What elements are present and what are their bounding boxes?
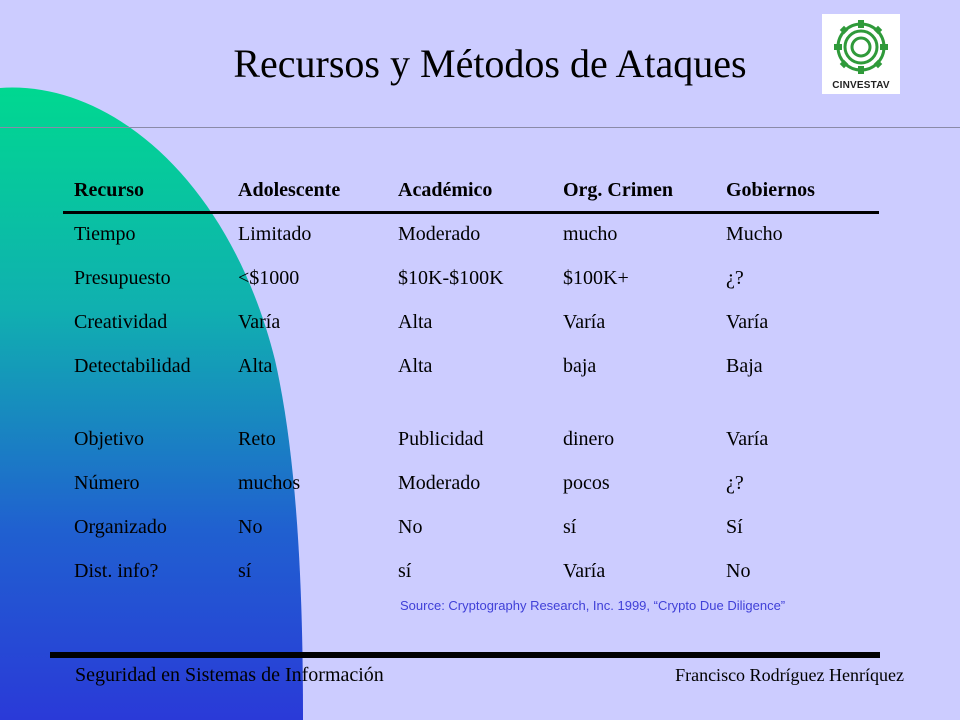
table-cell: Organizado xyxy=(74,516,167,538)
table-cell: Mucho xyxy=(726,223,783,245)
table-cell: Número xyxy=(74,472,140,494)
slide-title: Recursos y Métodos de Ataques xyxy=(233,41,747,86)
cinvestav-logo xyxy=(822,14,900,94)
table-cell: muchos xyxy=(238,472,301,494)
table-cell: Detectabilidad xyxy=(74,355,191,377)
table-cell: Moderado xyxy=(398,472,481,494)
table-cell: sí xyxy=(238,560,252,582)
table-cell: Tiempo xyxy=(74,223,136,245)
table-cell: sí xyxy=(563,516,577,538)
table-cell: sí xyxy=(398,560,412,582)
table-cell: No xyxy=(238,516,263,538)
table-cell: Baja xyxy=(726,355,763,377)
header-cell: Gobiernos xyxy=(726,179,815,201)
table-cell: <$1000 xyxy=(238,267,300,289)
table-cell: $10K-$100K xyxy=(398,267,504,289)
source-citation: Source: Cryptography Research, Inc. 1999, “Crypto Due Diligence” xyxy=(400,598,786,613)
table-cell: Varía xyxy=(726,428,769,450)
logo-label: CINVESTAV xyxy=(832,80,890,91)
table-cell: No xyxy=(726,560,751,582)
table-cell: Objetivo xyxy=(74,428,144,450)
table-cell: Sí xyxy=(726,516,743,538)
header-cell: Adolescente xyxy=(238,179,341,201)
table-cell: Limitado xyxy=(238,223,312,245)
table-cell: pocos xyxy=(563,472,610,494)
footer-divider xyxy=(50,652,880,658)
table-cell: Creatividad xyxy=(74,311,168,333)
table-cell: Alta xyxy=(398,311,433,333)
table-cell: Publicidad xyxy=(398,428,484,450)
table-cell: Alta xyxy=(238,355,273,377)
logo-emblem-icon xyxy=(822,14,900,78)
title-divider xyxy=(0,127,960,128)
table-cell: Varía xyxy=(563,560,606,582)
header-cell: Académico xyxy=(398,179,493,201)
course-title: Seguridad en Sistemas de Información xyxy=(75,664,384,686)
table-cell: Varía xyxy=(238,311,281,333)
author-name: Francisco Rodríguez Henríquez xyxy=(675,665,904,685)
table-cell: Varía xyxy=(563,311,606,333)
table-cell: Moderado xyxy=(398,223,481,245)
table-cell: Varía xyxy=(726,311,769,333)
table-cell: Presupuesto xyxy=(74,267,171,289)
table-cell: baja xyxy=(563,355,597,377)
table-cell: Dist. info? xyxy=(74,560,159,582)
header-underline xyxy=(63,211,879,214)
header-cell: Recurso xyxy=(74,179,144,201)
table-cell: ¿? xyxy=(726,267,744,289)
header-cell: Org. Crimen xyxy=(563,179,673,201)
table-cell: No xyxy=(398,516,423,538)
table-cell: $100K+ xyxy=(563,267,629,289)
table-cell: Alta xyxy=(398,355,433,377)
table-cell: mucho xyxy=(563,223,618,245)
table-cell: ¿? xyxy=(726,472,744,494)
table-cell: dinero xyxy=(563,428,615,450)
table-cell: Reto xyxy=(238,428,276,450)
